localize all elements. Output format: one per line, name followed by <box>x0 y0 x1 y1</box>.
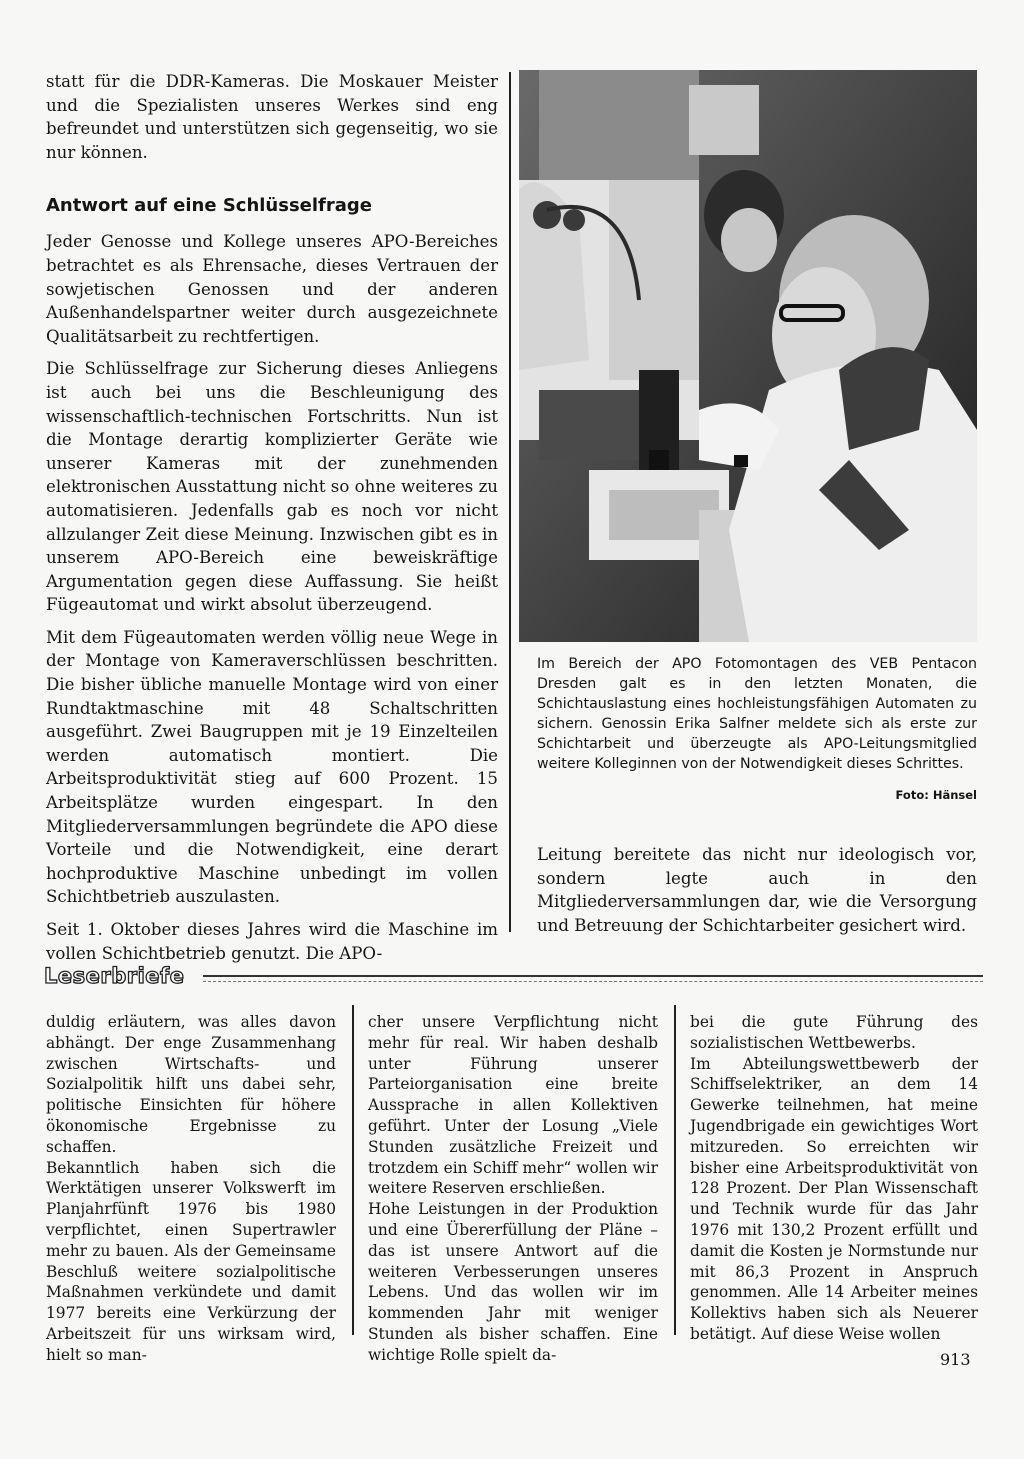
section-rule <box>203 975 983 982</box>
column-divider <box>674 1005 676 1335</box>
photo-credit: Foto: Hänsel <box>895 788 977 802</box>
page-number: 913 <box>940 1350 971 1369</box>
letters-column-3 <box>690 1012 978 1345</box>
section-heading-leserbriefe: Leserbriefe <box>44 964 185 988</box>
article-paragraph: Die Schlüsselfrage zur Sicherung dieses Anliegens ist auch bei uns die Beschleunigung des wissenschaftlich-technischen Fortschritts. Nun ist die Montage derartig komplizierter Geräte wie unserer Kameras mit der zunehmenden elektronischen Ausstattung nicht so ohne weiteres zu automatisieren. Jedenfalls gab es noch vor nicht allzulanger Zeit diese Meinung. Inzwischen gibt es in unserem APO-Bereich eine beweiskräftige Argumentation gegen diese Auffassung. Sie heißt Fügeautomat und wirkt absolut überzeugend. <box>46 359 498 615</box>
letters-paragraph: duldig erläutern, was alles davon abhängt. Der enge Zusammenhang zwischen Wirtschafts- und Sozialpolitik hilft uns dabei sehr, politische Einsichten für höhere ökonomische Ergebnisse zu schaffen. <box>46 1013 336 1156</box>
article-paragraph: statt für die DDR-Kameras. Die Moskauer Meister und die Spezialisten unseres Werkes sind eng befreundet und unterstützen sich gegenseitig, wo sie nur können. <box>46 72 498 162</box>
article-paragraph: Mit dem Fügeautomaten werden völlig neue Wege in der Montage von Kameraverschlüssen beschritten. Die bisher übliche manuelle Montage wird von einer Rundtaktmaschine mit 48 Schaltschritten ausgeführt. Zwei Baugruppen mit je 19 Einzelteilen werden automatisch montiert. Die Arbeitsproduktivität stieg auf 600 Prozent. 15 Arbeitsplätze wurden eingespart. In den Mitgliederversammlungen begründete die APO diese Vorteile und die Notwendigkeit, eine derart hochproduktive Maschine unbedingt im vollen Schichtbetrieb auszulasten. <box>46 627 498 907</box>
column-divider <box>509 72 511 932</box>
article-right-continuation <box>537 843 977 946</box>
photo-illustration <box>519 70 977 642</box>
letters-paragraph: bei die gute Führung des sozialistischen Wettbewerbs. <box>690 1013 978 1052</box>
letters-paragraph: Hohe Leistungen in der Produktion und eine Übererfüllung der Pläne – das ist unsere Antwort auf die weiteren Verbesserungen unseres Lebens. Und das wollen wir im kommenden Jahr mit weniger Stunden als bisher schaffen. Eine wichtige Rolle spielt da- <box>368 1200 658 1364</box>
letters-paragraph: Im Abteilungswettbewerb der Schiffselektriker, an dem 14 Gewerke teilnehmen, hat meine Jugendbrigade ein gewichtiges Wort mitzureden. So erreichten wir bisher eine Arbeitsproduktivität von 128 Prozent. Der Plan Wissenschaft und Technik wurde für das Jahr 1976 mit 130,2 Prozent erfüllt und damit die Kosten je Normstunde nur mit 86,3 Prozent in Anspruch genommen. Alle 14 Arbeiter meines Kollektivs haben sich als Neuerer betätigt. Auf diese Weise wollen <box>690 1054 978 1343</box>
letters-paragraph: cher unsere Verpflichtung nicht mehr für real. Wir haben deshalb unter Führung unserer Parteiorganisation eine breite Aussprache in allen Kollektiven geführt. Unter der Losung „Viele Stunden zusätzliche Freizeit und trotzdem ein Schiff mehr“ wollen wir weitere Reserven erschließen. <box>368 1013 658 1198</box>
article-paragraph: Jeder Genosse und Kollege unseres APO-Bereiches betrachtet es als Ehrensache, dieses Vertrauen der sowjetischen Genossen und der anderen Außenhandelspartner weiter durch ausgezeichnete Qualitätsarbeit zu rechtfertigen. <box>46 232 498 346</box>
article-photo <box>519 70 977 642</box>
article-paragraph: Seit 1. Oktober dieses Jahres wird die Maschine im vollen Schichtbetrieb genutzt. Die APO- <box>46 920 498 963</box>
article-paragraph: Leitung bereitete das nicht nur ideologisch vor, sondern legte auch in den Mitgliederversammlungen dar, wie die Versorgung und Betreuung der Schichtarbeiter gesichert wird. <box>537 845 977 935</box>
photo-caption: Im Bereich der APO Fotomontagen des VEB Pentacon Dresden galt es in den letzten Monaten, die Schichtauslastung eines hochleistungsfähigen Automaten zu sichern. Genossin Erika Salfner meldete sich als erste zur Schichtarbeit und überzeugte als APO-Leitungsmitglied weitere Kolleginnen von der Notwendigkeit dieses Schrittes. <box>537 656 977 772</box>
article-subheading: Antwort auf eine Schlüsselfrage <box>46 195 373 217</box>
letters-column-2 <box>368 1012 658 1366</box>
letters-paragraph: Bekanntlich haben sich die Werktätigen unserer Volkswerft im Planjahrfünft 1976 bis 1980 verpflichtet, einen Supertrawler mehr zu bauen. Als der Gemeinsame Beschluß weitere sozialpolitische Maßnahmen verkündete und damit 1977 bereits eine Verkürzung der Arbeitszeit für uns wirksam wird, hielt so man- <box>46 1158 336 1364</box>
column-divider <box>352 1005 354 1335</box>
letters-column-1 <box>46 1012 336 1366</box>
article-left-column <box>46 70 498 974</box>
